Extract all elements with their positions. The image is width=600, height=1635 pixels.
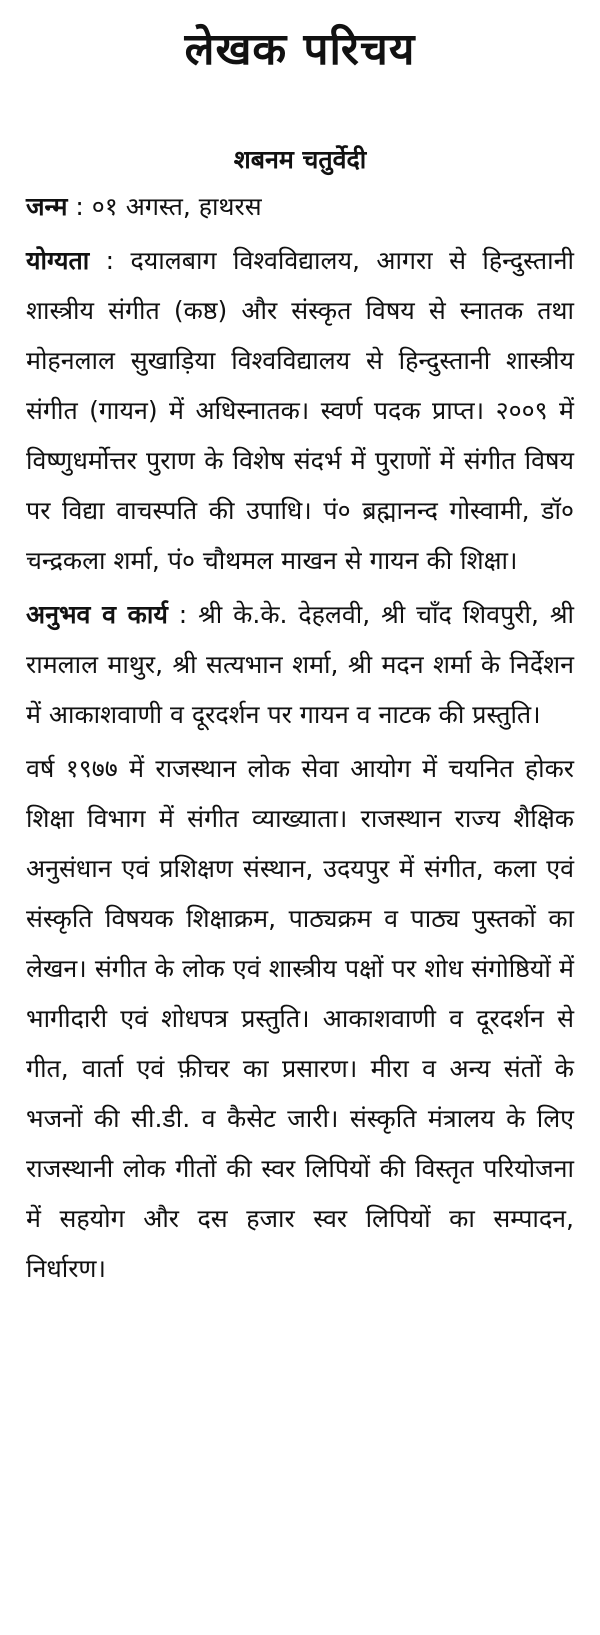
experience-separator: : [167, 600, 199, 629]
career-paragraph: वर्ष १९७७ में राजस्थान लोक सेवा आयोग में चयनित होकर शिक्षा विभाग में संगीत व्याख्याता। राजस्थान राज्य शैक्षिक अनुसंधान एवं प्रशिक्षण संस्थान, उदयपुर में संगीत, कला एवं संस्कृति विषयक शिक्षाक्रम, पाठ्यक्रम व पाठ्य पुस्तकों का लेखन। संगीत के लोक एवं शास्त्रीय पक्षों पर शोध संगोष्ठियों में भागीदारी एवं शोधपत्र प्रस्तुति। आकाशवाणी व दूरदर्शन से गीत, वार्ता एवं फ़ीचर का प्रसारण। मीरा व अन्य संतों के भजनों की सी.डी. व कैसेट जारी। संस्कृति मंत्रालय के लिए राजस्थानी लोक गीतों की स्वर लिपियों की विस्तृत परियोजना में सहयोग और दस हजार स्वर लिपियों का सम्पादन, निर्धारण। [26, 754, 574, 1283]
qualification-paragraph [26, 236, 574, 586]
birth-line [26, 182, 574, 232]
birth-label: जन्म [26, 192, 68, 221]
page-heading: लेखक परिचय [184, 24, 416, 75]
qualification-separator: : [89, 246, 131, 275]
qualification-label: योग्यता [26, 246, 90, 275]
qualification-text: दयालबाग विश्वविद्यालय, आगरा से हिन्दुस्तानी शास्त्रीय संगीत (कष्ठ) और संस्कृत विषय से स्नातक तथा मोहनलाल सुखाड़िया विश्वविद्यालय से हिन्दुस्तानी शास्त्रीय संगीत (गायन) में अधिस्नातक। स्वर्ण पदक प्राप्त। २००९ में विष्णुधर्मोत्तर पुराण के विशेष संदर्भ में पुराणों में संगीत विषय पर विद्या वाचस्पति की उपाधि। पं० ब्रह्मानन्द गोस्वामी, डॉ० चन्द्रकला शर्मा, पं० चौथमल माखन से गायन की शिक्षा। [26, 246, 574, 575]
experience-text: श्री के.के. देहलवी, श्री चाँद शिवपुरी, श्री रामलाल माथुर, श्री सत्यभान शर्मा, श्री मदन शर्मा के निर्देशन में आकाशवाणी व दूरदर्शन पर गायन व नाटक की प्रस्तुति। [26, 600, 575, 729]
experience-paragraph [26, 590, 574, 740]
birth-separator: : [67, 192, 92, 221]
experience-label: अनुभव व कार्य [26, 600, 168, 629]
author-name: शबनम चतुर्वेदी [233, 145, 367, 174]
birth-value: ०१ अगस्त, हाथरस [91, 192, 262, 221]
